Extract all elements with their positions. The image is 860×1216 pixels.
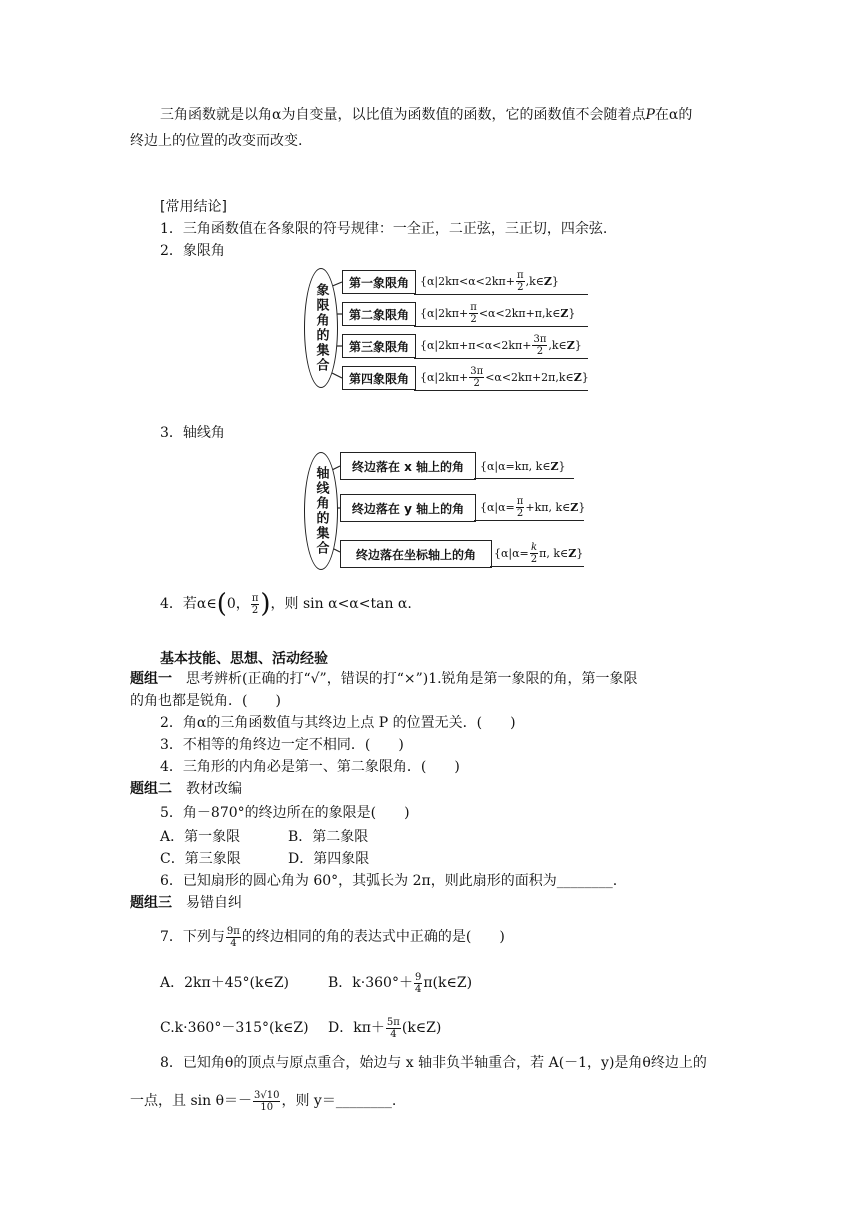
q7-option-c: C.k·360°－315°(k∈Z) [160,1020,309,1036]
axis-y-set: {α|α= $\frac{\pi}{2}$ +kπ, k∈ Z } [480,495,586,519]
q7-b-pre: B．k·360°＋ [328,975,413,991]
question-2: 2．角α的三角函数值与其终边上点 P 的位置无关．( ) [160,715,516,731]
interval-close: ) [260,589,271,619]
axis-y-rule [474,520,584,521]
conclusion-4-post: ，则 sin α<α<tan α. [270,596,412,612]
q7-option-d: D．kπ＋ $\frac{5\pi}{4}$ (k∈Z) [328,1016,442,1040]
quadrant-3-box: 第三象限角 [342,334,416,358]
quadrant-oval-label: 象限角的集合 [313,283,329,373]
q7-b-post: π(k∈Z) [423,975,473,991]
intro-line-2: 终边上的位置的改变而改变. [130,133,303,149]
common-heading: [常用结论] [160,199,227,215]
intro-text-1b: 在α的 [654,107,693,123]
axis-oval [304,452,338,570]
quadrant-3-rule [414,358,588,359]
conclusion-2: 2．象限角 [160,243,225,259]
interval-open: ( [216,589,227,619]
q5-option-a: A．第一象限 [160,829,241,845]
q5-option-b: B．第二象限 [288,829,369,845]
group-3-label: 题组三 [130,895,172,911]
intro-text-1: 三角函数就是以角α为自变量，以比值为函数值的函数，它的函数值不会随着点 [160,107,646,123]
q7-d-post: (k∈Z) [401,1020,442,1036]
question-3: 3．不相等的角终边一定不相同．( ) [160,737,404,753]
q8-pre: 一点，且 sin θ＝－ [130,1093,253,1109]
question-5: 5．角－870°的终边所在的象限是( ) [160,805,410,821]
quadrant-3-set: {α|2kπ+π<α<2kπ+ $\frac{3\pi}{2}$ ,k∈ Z } [420,333,582,357]
conclusion-4: 4．若α∈ ( 0， $\frac{\pi}{2}$ ) ，则 sin α<α<tan α. [160,589,412,619]
group-1-label: 题组一 [130,671,172,687]
axis-both-box: 终边落在坐标轴上的角 [340,540,492,568]
axis-x-rule [474,478,574,479]
intro-line-1 [160,104,692,126]
axis-angle-diagram [304,448,594,572]
conclusion-3: 3．轴线角 [160,425,225,441]
group-1-text: 思考辨析(正确的打“√”，错误的打“×”)1.锐角是第一象限的角，第一象限 [172,671,638,687]
q5-option-c: C．第三象限 [160,851,241,867]
q8-post: ，则 y＝________. [281,1093,397,1109]
quadrant-4-box: 第四象限角 [342,366,416,390]
quadrant-2-rule [414,326,588,327]
quadrant-1-box: 第一象限角 [342,270,416,294]
axis-y-box: 终边落在 y 轴上的角 [340,494,476,522]
group-3-line [130,892,242,914]
quadrant-4-set: {α|2kπ+ $\frac{3\pi}{2}$ <α<2kπ+2π,k∈ Z } [420,365,589,389]
quadrant-angle-diagram [300,262,600,394]
quadrant-4-rule [414,390,588,391]
axis-x-box: 终边落在 x 轴上的角 [340,452,476,480]
q7-option-b: B．k·360°＋ $\frac{9}{4}$ π(k∈Z) [328,971,473,995]
question-1-cont: 的角也都是锐角．( ) [130,693,281,709]
question-8-line-2: 一点，且 sin θ＝－ $\frac{3√10}{10}$ ，则 y＝________. [130,1089,397,1113]
quadrant-1-set: {α|2kπ<α<2kπ+ $\frac{\pi}{2}$ ,k∈ Z } [420,269,559,293]
question-6: 6．已知扇形的圆心角为 60°，其弧长为 2π，则此扇形的面积为________. [160,873,618,889]
conclusion-4-pre: 4．若α∈ [160,596,217,612]
q7-post: 的终边相同的角的表达式中正确的是( ) [241,929,505,945]
quadrant-oval [304,268,338,388]
group-2-label: 题组二 [130,781,172,797]
axis-both-rule [490,566,584,567]
q7-pre: 7．下列与 [160,929,225,945]
q5-option-d: D．第四象限 [288,851,370,867]
q7-d-pre: D．kπ＋ [328,1020,385,1036]
axis-oval-label: 轴线角的集合 [313,466,329,556]
question-4: 4．三角形的内角必是第一、第二象限角．( ) [160,759,460,775]
conclusion-1: 1．三角函数值在各象限的符号规律：一全正，二正弦，三正切，四余弦. [160,221,608,237]
skills-heading: 基本技能、思想、活动经验 [160,651,328,667]
group-2-text: 教材改编 [172,781,242,797]
point-p: P [645,107,655,123]
question-7: 7．下列与 $\frac{9\pi}{4}$ 的终边相同的角的表达式中正确的是( ) [160,925,505,949]
group-2-line [130,778,242,800]
group-1-line [130,668,638,690]
quadrant-2-set: {α|2kπ+ $\frac{\pi}{2}$ <α<2kπ+π,k∈ Z } [420,301,576,325]
quadrant-2-box: 第二象限角 [342,302,416,326]
axis-both-set: {α|α= $\frac{k}{2}$ π, k∈ Z } [494,541,584,565]
quadrant-1-rule [414,294,588,295]
question-8-line-1: 8．已知角θ的顶点与原点重合，始边与 x 轴非负半轴重合，若 A(－1，y)是角θ终边上的 [160,1055,707,1071]
group-3-text: 易错自纠 [172,895,242,911]
axis-x-set: {α|α=kπ, k∈ Z } [480,459,566,473]
q7-option-a: A．2kπ＋45°(k∈Z) [160,975,290,991]
